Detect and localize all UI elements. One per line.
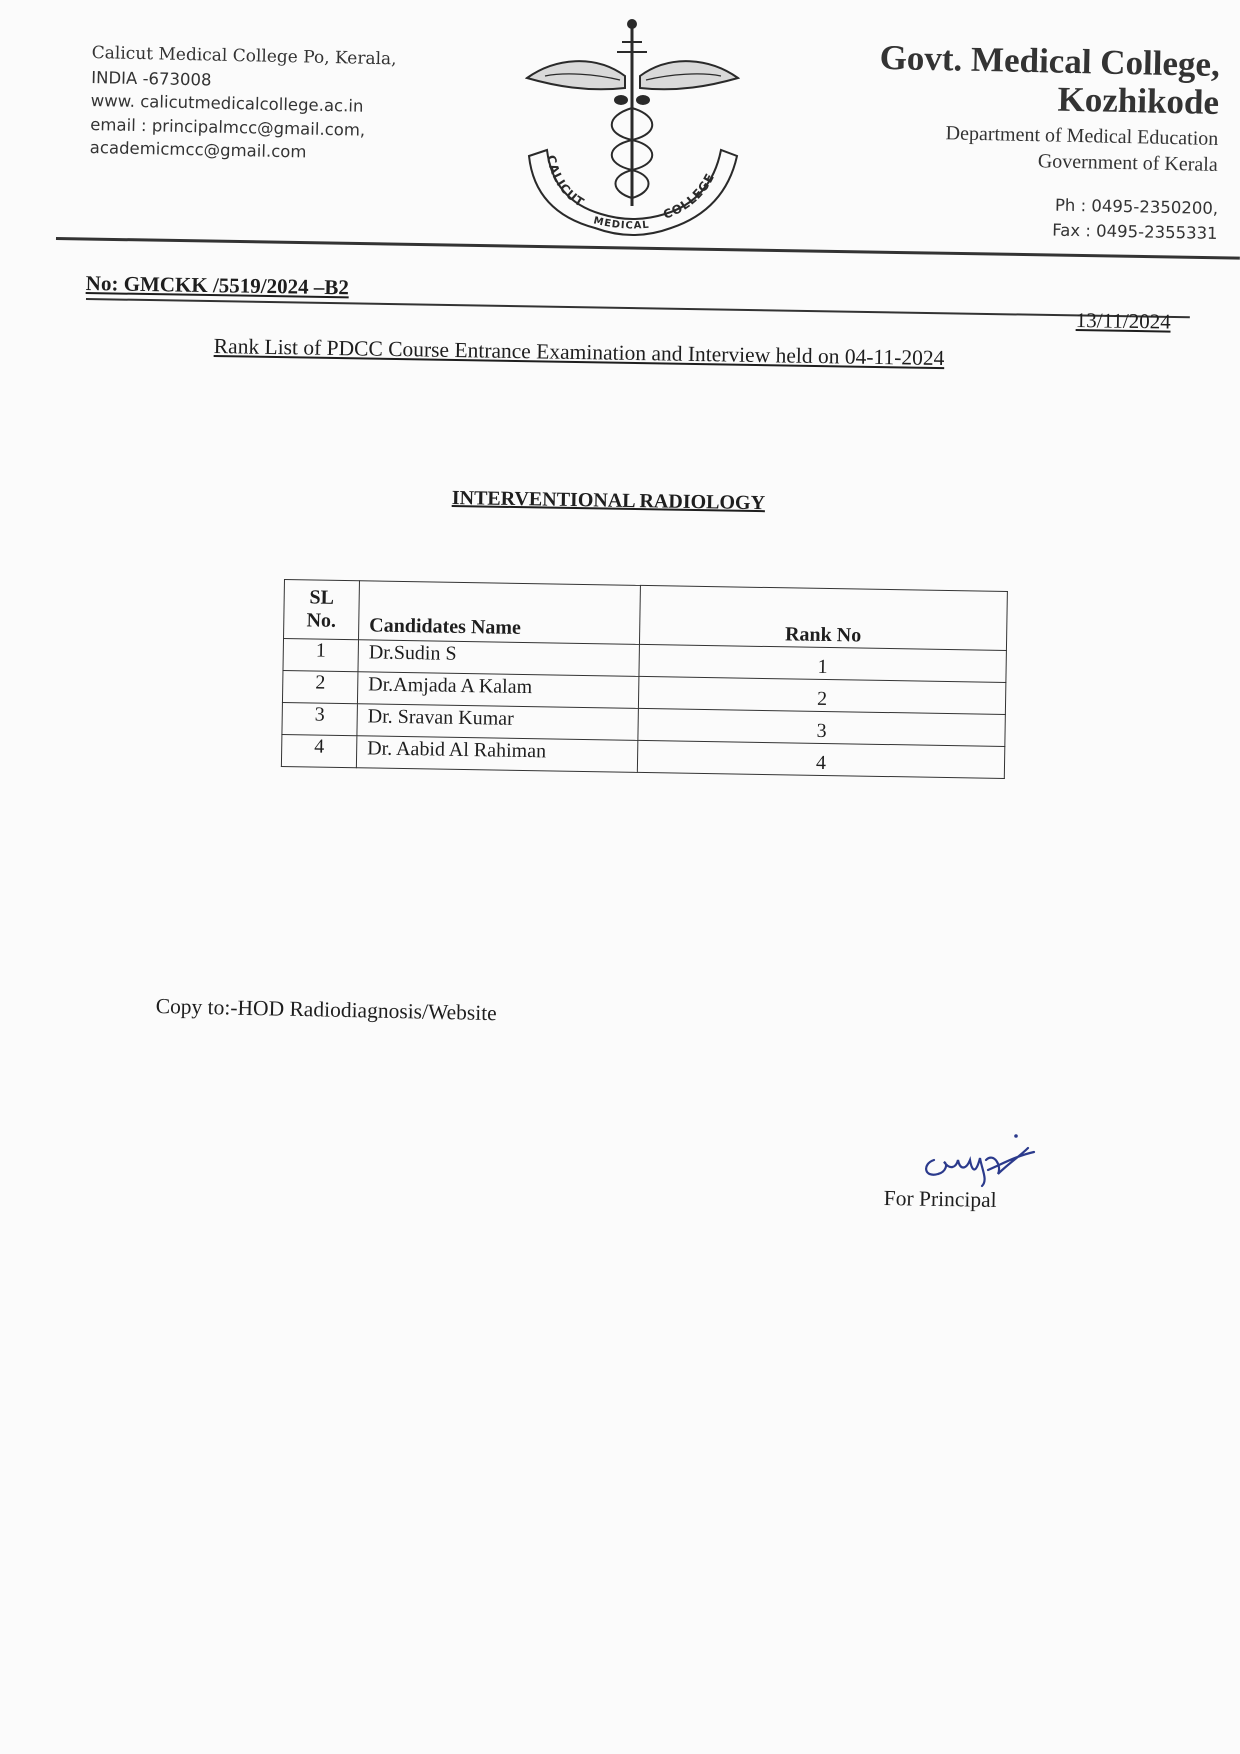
caduceus-emblem-icon (525, 16, 740, 241)
cell-rank: 3 (638, 708, 1005, 746)
college-city: Kozhikode (1057, 79, 1220, 122)
government-name: Government of Kerala (1037, 150, 1218, 176)
cell-sl: 1 (283, 639, 359, 672)
copy-to-note: Copy to:-HOD Radiodiagnosis/Website (155, 994, 497, 1026)
address-line: INDIA -673008 (91, 67, 212, 90)
reference-divider (86, 298, 1190, 318)
email-line: email : principalmcc@gmail.com, (90, 114, 366, 140)
college-address-block (90, 42, 397, 166)
contact-block (1052, 193, 1218, 246)
document-heading: Rank List of PDCC Course Entrance Examination and Interview held on 04-11-2024 (213, 334, 945, 371)
cell-sl: 3 (282, 702, 358, 735)
rank-table (281, 579, 1008, 779)
logo-ribbon-text: COLLEGE (661, 170, 718, 222)
cell-name: Dr.Sudin S (358, 640, 639, 677)
signoff-for-principal: For Principal (883, 1186, 997, 1212)
signature-icon (916, 1130, 1036, 1190)
cell-rank: 4 (637, 740, 1004, 778)
website-line: www. calicutmedicalcollege.ac.in (90, 90, 364, 116)
column-header-name: Candidates Name (359, 581, 641, 645)
column-header-rank: Rank No (639, 585, 1007, 650)
cell-rank: 2 (638, 676, 1005, 714)
cell-name: Dr.Amjada A Kalam (357, 672, 638, 709)
cell-sl: 2 (282, 670, 358, 703)
logo-ribbon-text: CALICUT (543, 153, 587, 210)
address-line: Calicut Medical College Po, Kerala, (91, 42, 397, 70)
email-line: academicmcc@gmail.com (89, 137, 307, 162)
document-date: 13/11/2024 (1075, 308, 1171, 334)
department-name: Department of Medical Education (945, 122, 1219, 150)
column-header-sl-line: No. (306, 609, 337, 632)
cell-name: Dr. Aabid Al Rahiman (356, 736, 637, 773)
reference-number: No: GMCKK /5519/2024 –B2 (85, 271, 350, 300)
logo-ribbon-text: MEDICAL (592, 215, 651, 232)
cell-name: Dr. Sravan Kumar (357, 704, 638, 741)
column-header-sl (284, 580, 360, 640)
fax-number: Fax : 0495-2355331 (1051, 220, 1218, 243)
subject-title: INTERVENTIONAL RADIOLOGY (451, 487, 766, 515)
college-title-block (877, 39, 1220, 178)
phone-number: Ph : 0495-2350200, (1054, 195, 1218, 218)
column-header-sl-line: SL (309, 586, 335, 609)
cell-sl: 4 (281, 734, 357, 767)
cell-rank: 1 (639, 644, 1006, 682)
college-name: Govt. Medical College, (879, 37, 1221, 84)
